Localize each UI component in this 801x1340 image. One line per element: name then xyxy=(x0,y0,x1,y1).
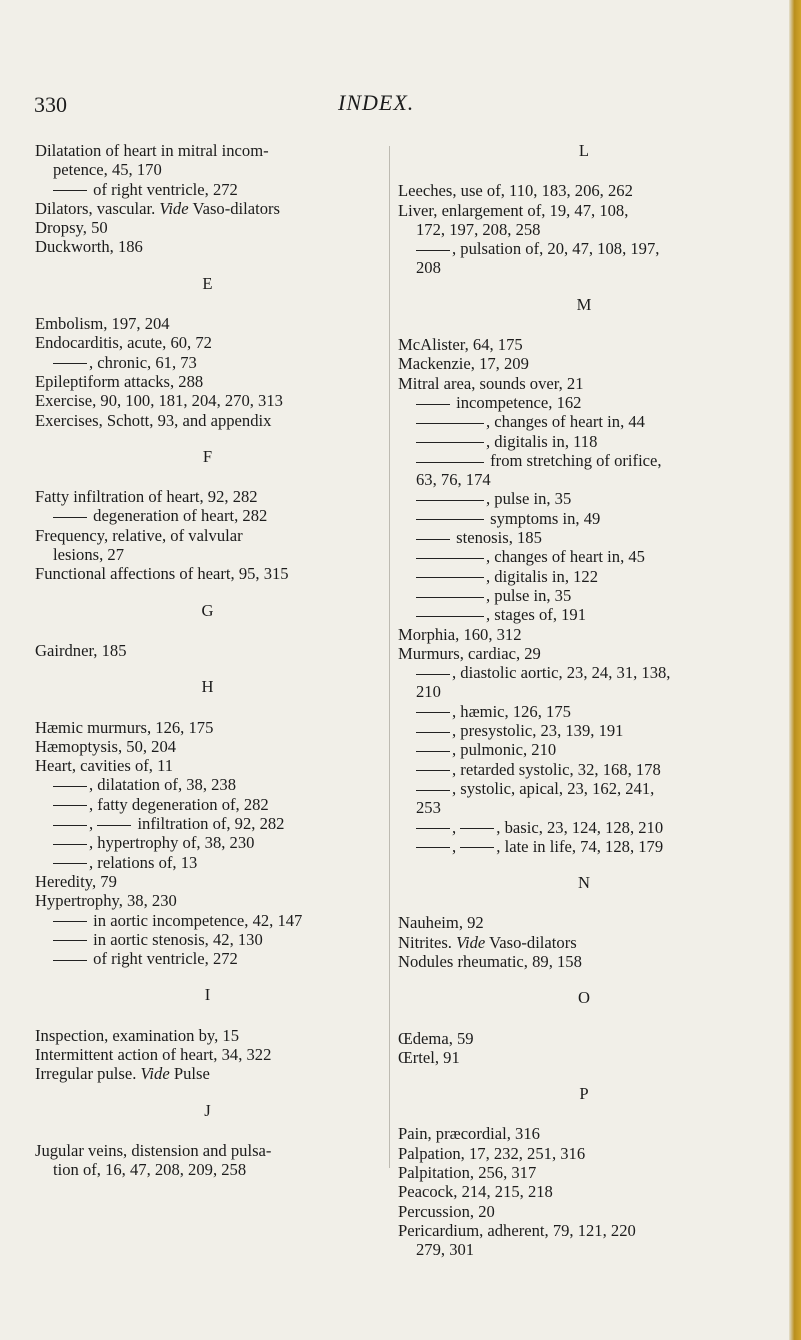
entry-text: stenosis, 185 xyxy=(452,528,542,548)
entry-text: Pain, præcordial, 316 xyxy=(398,1124,540,1144)
entry-text: , changes of heart in, 44 xyxy=(486,412,645,432)
index-entry xyxy=(398,625,770,644)
entry-text: 279, 301 xyxy=(416,1240,475,1260)
index-entry xyxy=(35,949,380,968)
entry-text: incompetence, 162 xyxy=(452,392,582,412)
index-entry xyxy=(398,258,770,277)
index-entry xyxy=(35,795,380,814)
index-entry xyxy=(35,160,380,179)
entry-text: in aortic incompetence, 42, 147 xyxy=(89,910,303,930)
index-entry xyxy=(35,199,380,218)
section-letter: I xyxy=(204,985,211,1005)
section-letter: J xyxy=(204,1100,211,1120)
repeat-dash xyxy=(416,790,450,791)
index-entry xyxy=(398,740,770,759)
index-entry xyxy=(398,1240,770,1259)
entry-text: , retarded systolic, 32, 168, 178 xyxy=(452,759,661,779)
entry-text: Hæmic murmurs, 126, 175 xyxy=(35,717,214,737)
entry-text: Murmurs, cardiac, 29 xyxy=(398,643,541,663)
entry-text: Hypertrophy, 38, 230 xyxy=(35,891,177,911)
index-entry xyxy=(35,891,380,910)
vide-italic: Vide xyxy=(456,932,486,952)
index-entry xyxy=(398,760,770,779)
index-entry xyxy=(35,314,380,333)
repeat-dash xyxy=(416,770,450,771)
index-entry xyxy=(398,432,770,451)
index-entry xyxy=(398,220,770,239)
entry-text: , pulmonic, 210 xyxy=(452,740,557,760)
entry-text: , systolic, apical, 23, 162, 241, xyxy=(452,778,655,798)
entry-text: of right ventricle, 272 xyxy=(89,179,238,199)
index-entry xyxy=(35,141,380,160)
repeat-dash xyxy=(416,250,450,251)
index-entry xyxy=(398,837,770,856)
repeat-dash xyxy=(416,423,484,424)
index-entry xyxy=(35,930,380,949)
index-entry xyxy=(398,644,770,663)
index-entry xyxy=(35,506,380,525)
entry-text: Dilators, vascular. xyxy=(35,198,160,218)
repeat-dash xyxy=(416,500,484,501)
index-entry xyxy=(35,1026,380,1045)
entry-text: , presystolic, 23, 139, 191 xyxy=(452,721,624,741)
entry-text: Heredity, 79 xyxy=(35,871,117,891)
repeat-dash xyxy=(416,597,484,598)
entry-text: Dilatation of heart in mitral incom- xyxy=(35,141,269,160)
repeat-dash xyxy=(416,577,484,578)
index-entry xyxy=(398,528,770,547)
entry-text: , chronic, 61, 73 xyxy=(89,352,197,372)
entry-text: Heart, cavities of, 11 xyxy=(35,756,174,776)
repeat-dash xyxy=(460,847,494,848)
entry-text: from stretching of orifice, xyxy=(486,450,662,470)
index-entry xyxy=(398,1221,770,1240)
entry-text: in aortic stenosis, 42, 130 xyxy=(89,929,263,949)
entry-text: , digitalis in, 122 xyxy=(486,566,599,586)
index-entry xyxy=(398,1029,770,1048)
entry-text: degeneration of heart, 282 xyxy=(89,506,268,526)
entry-text: Leeches, use of, 110, 183, 206, 262 xyxy=(398,181,633,201)
entry-text: , pulse in, 35 xyxy=(486,489,572,509)
entry-text: Frequency, relative, of valvular xyxy=(35,525,243,545)
entry-text: , diastolic aortic, 23, 24, 31, 138, xyxy=(452,663,671,683)
repeat-dash xyxy=(97,825,131,826)
index-entry xyxy=(35,411,380,430)
entry-text: 63, 76, 174 xyxy=(416,470,491,490)
entry-text: , digitalis in, 118 xyxy=(486,431,598,451)
entry-text: 253 xyxy=(416,798,441,818)
entry-text: , relations of, 13 xyxy=(89,852,198,872)
index-entry xyxy=(35,833,380,852)
repeat-dash xyxy=(53,940,87,941)
entry-text: Vaso-dilators xyxy=(188,198,281,218)
index-entry xyxy=(35,218,380,237)
entry-text: 210 xyxy=(416,682,441,702)
entry-text: Hæmoptysis, 50, 204 xyxy=(35,736,177,756)
index-entry xyxy=(35,391,380,410)
vide-italic: Vide xyxy=(140,1064,170,1084)
column-divider xyxy=(389,146,390,1168)
section-letter: F xyxy=(202,446,213,466)
index-entry xyxy=(35,718,380,737)
entry-text: Irregular pulse. xyxy=(35,1064,141,1084)
index-entry xyxy=(35,564,380,583)
entry-text: of right ventricle, 272 xyxy=(89,949,238,969)
index-entry xyxy=(398,933,770,952)
index-entry xyxy=(35,1045,380,1064)
entry-text: , fatty degeneration of, 282 xyxy=(89,794,269,814)
index-entry xyxy=(35,641,380,660)
entry-text: Exercises, Schott, 93, and appendix xyxy=(35,410,272,430)
repeat-dash xyxy=(416,616,484,617)
index-entry xyxy=(398,1144,770,1163)
entry-text: Endocarditis, acute, 60, 72 xyxy=(35,333,212,353)
entry-text: Jugular veins, distension and pulsa- xyxy=(35,1140,272,1160)
section-letter: M xyxy=(576,294,592,314)
section-letter: E xyxy=(202,273,213,293)
repeat-dash xyxy=(416,539,450,540)
entry-text: Percussion, 20 xyxy=(398,1201,495,1221)
entry-text: Vaso-dilators xyxy=(485,932,577,952)
entry-text: petence, 45, 170 xyxy=(53,160,162,180)
entry-text: Œdema, 59 xyxy=(398,1028,474,1048)
section-letter: L xyxy=(578,141,590,160)
repeat-dash xyxy=(416,732,450,733)
running-head-title: INDEX. xyxy=(338,90,415,115)
index-entry xyxy=(398,335,770,354)
entry-text: Dropsy, 50 xyxy=(35,218,108,238)
index-entry xyxy=(35,814,380,833)
repeat-dash xyxy=(53,517,87,518)
section-letter: O xyxy=(578,988,590,1008)
index-entry xyxy=(35,372,380,391)
index-entry xyxy=(35,526,380,545)
entry-text: Palpation, 17, 232, 251, 316 xyxy=(398,1143,586,1163)
repeat-dash xyxy=(53,863,87,864)
entry-text: Morphia, 160, 312 xyxy=(398,624,522,644)
index-entry xyxy=(398,586,770,605)
entry-text: Epileptiform attacks, 288 xyxy=(35,371,204,391)
index-entry xyxy=(398,239,770,258)
index-entry xyxy=(398,509,770,528)
entry-text: , xyxy=(452,836,461,856)
entry-text: , pulse in, 35 xyxy=(486,585,572,605)
index-entry xyxy=(398,1182,770,1201)
repeat-dash xyxy=(53,921,87,922)
index-entry xyxy=(398,489,770,508)
entry-text: McAlister, 64, 175 xyxy=(398,335,523,355)
entry-text: Nauheim, 92 xyxy=(398,913,484,933)
index-entry xyxy=(398,779,770,798)
entry-text: symptoms in, 49 xyxy=(486,508,601,528)
repeat-dash xyxy=(53,363,87,364)
index-entry xyxy=(398,663,770,682)
index-entry xyxy=(398,451,770,470)
entry-text: Inspection, examination by, 15 xyxy=(35,1025,239,1045)
repeat-dash xyxy=(416,828,450,829)
section-letter: N xyxy=(578,873,590,893)
entry-text: Œrtel, 91 xyxy=(398,1047,460,1067)
index-entry xyxy=(398,374,770,393)
entry-text: , changes of heart in, 45 xyxy=(486,547,645,567)
repeat-dash xyxy=(416,674,450,675)
entry-text: lesions, 27 xyxy=(53,545,124,565)
index-entry xyxy=(35,487,380,506)
entry-text: , stages of, 191 xyxy=(486,605,587,625)
repeat-dash xyxy=(53,825,87,826)
entry-text: Mackenzie, 17, 209 xyxy=(398,354,529,374)
entry-text: Embolism, 197, 204 xyxy=(35,314,170,334)
entry-text: Duckworth, 186 xyxy=(35,237,143,257)
entry-text: Exercise, 90, 100, 181, 204, 270, 313 xyxy=(35,391,283,411)
entry-text: Functional affections of heart, 95, 315 xyxy=(35,564,289,584)
index-column-left xyxy=(35,141,380,1179)
vide-italic: Vide xyxy=(159,198,189,218)
repeat-dash xyxy=(416,558,484,559)
index-entry xyxy=(398,1163,770,1182)
index-entry xyxy=(398,354,770,373)
entry-text: Gairdner, 185 xyxy=(35,640,127,660)
index-entry xyxy=(35,333,380,352)
repeat-dash xyxy=(416,847,450,848)
entry-text: Intermittent action of heart, 34, 322 xyxy=(35,1044,272,1064)
page-number: 330 xyxy=(34,92,67,117)
index-entry xyxy=(398,201,770,220)
entry-text: , dilatation of, 38, 238 xyxy=(89,775,237,795)
index-entry xyxy=(398,1048,770,1067)
index-entry xyxy=(398,952,770,971)
entry-text: , xyxy=(89,814,98,834)
index-entry xyxy=(398,798,770,817)
index-entry xyxy=(35,545,380,564)
index-entry xyxy=(35,353,380,372)
entry-text: Palpitation, 256, 317 xyxy=(398,1163,537,1183)
index-entry xyxy=(35,737,380,756)
entry-text: Pericardium, adherent, 79, 121, 220 xyxy=(398,1220,636,1240)
repeat-dash xyxy=(416,462,484,463)
index-entry xyxy=(35,1141,380,1160)
entry-text: , hæmic, 126, 175 xyxy=(452,701,571,721)
index-entry xyxy=(398,913,770,932)
index-entry xyxy=(398,567,770,586)
index-entry xyxy=(35,756,380,775)
repeat-dash xyxy=(53,805,87,806)
index-entry xyxy=(35,775,380,794)
entry-text: Peacock, 214, 215, 218 xyxy=(398,1182,553,1202)
section-letter: G xyxy=(201,600,214,620)
index-entry xyxy=(35,1064,380,1083)
index-entry xyxy=(35,237,380,256)
index-entry xyxy=(35,872,380,891)
index-entry xyxy=(35,911,380,930)
entry-text: Pulse xyxy=(169,1064,210,1084)
repeat-dash xyxy=(416,712,450,713)
index-entry xyxy=(398,393,770,412)
index-entry xyxy=(35,1160,380,1179)
index-entry xyxy=(398,1124,770,1143)
index-entry xyxy=(35,853,380,872)
index-column-right xyxy=(398,141,770,1260)
entry-text: infiltration of, 92, 282 xyxy=(133,814,285,834)
repeat-dash xyxy=(416,519,484,520)
entry-text: Nodules rheumatic, 89, 158 xyxy=(398,951,582,971)
index-entry xyxy=(398,721,770,740)
index-entry xyxy=(398,702,770,721)
entry-text: Fatty infiltration of heart, 92, 282 xyxy=(35,487,258,507)
repeat-dash xyxy=(416,751,450,752)
entry-text: Mitral area, sounds over, 21 xyxy=(398,373,584,393)
entry-text: , late in life, 74, 128, 179 xyxy=(496,836,664,856)
index-entry xyxy=(398,605,770,624)
entry-text: Liver, enlargement of, 19, 47, 108, xyxy=(398,200,629,220)
entry-text: tion of, 16, 47, 208, 209, 258 xyxy=(53,1160,247,1180)
index-entry xyxy=(398,682,770,701)
repeat-dash xyxy=(53,786,87,787)
entry-text: , xyxy=(452,817,461,837)
repeat-dash xyxy=(416,404,450,405)
page-edge xyxy=(789,0,801,1340)
index-entry xyxy=(398,412,770,431)
index-entry xyxy=(398,547,770,566)
repeat-dash xyxy=(53,190,87,191)
index-entry xyxy=(398,818,770,837)
repeat-dash xyxy=(460,828,494,829)
repeat-dash xyxy=(416,442,484,443)
repeat-dash xyxy=(53,960,87,961)
entry-text: , pulsation of, 20, 47, 108, 197, xyxy=(452,239,660,259)
section-letter: P xyxy=(579,1084,589,1104)
entry-text: 172, 197, 208, 258 xyxy=(416,219,541,239)
entry-text: 208 xyxy=(416,258,441,278)
entry-text: , hypertrophy of, 38, 230 xyxy=(89,833,255,853)
repeat-dash xyxy=(53,844,87,845)
index-entry xyxy=(398,181,770,200)
section-letter: H xyxy=(201,677,214,697)
index-entry xyxy=(398,470,770,489)
index-entry xyxy=(35,180,380,199)
entry-text: Nitrites. xyxy=(398,932,457,952)
index-entry xyxy=(398,1202,770,1221)
entry-text: , basic, 23, 124, 128, 210 xyxy=(496,817,664,837)
